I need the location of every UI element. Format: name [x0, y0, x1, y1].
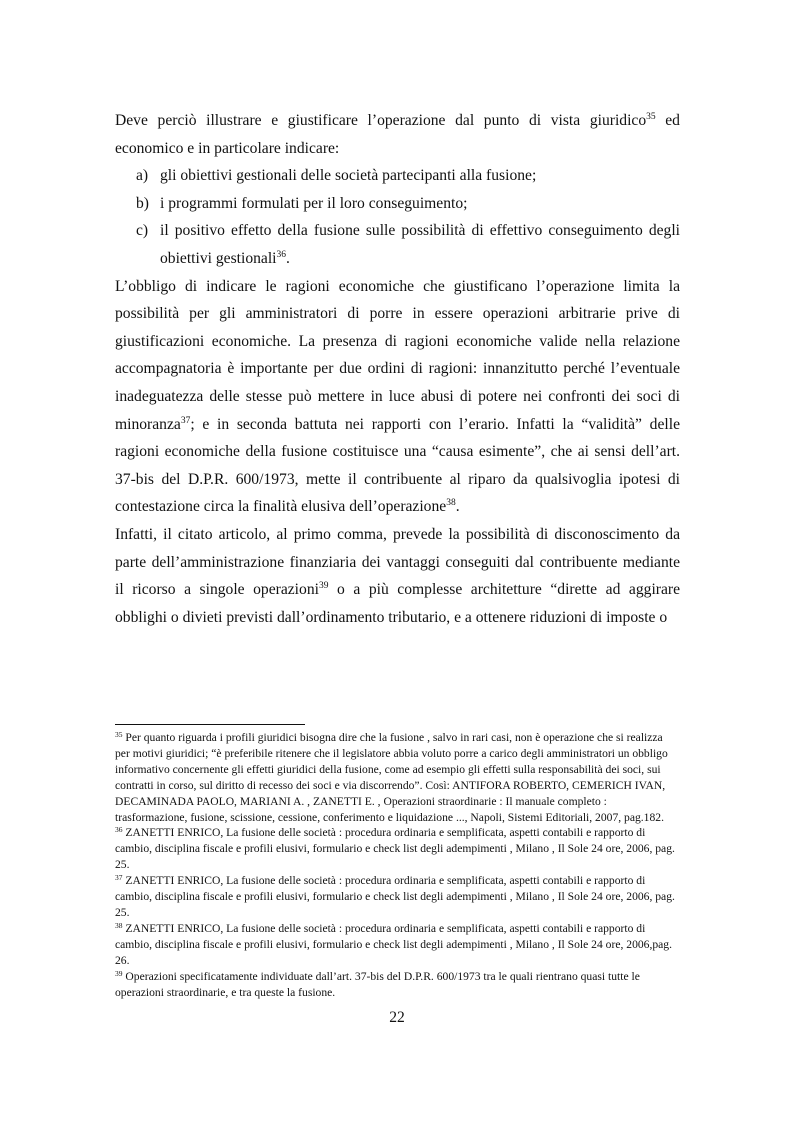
- footnote-38: $^{38}$ ZANETTI ENRICO, La fusione delle società : procedura ordinaria e semplificata, aspetti contabili e rapporto di cambio, disciplina fiscale e profili elusivi, formulario e check list degli adempimenti , Milano , Il Sole 24 ore, 2006,pag. 26.: [115, 920, 673, 967]
- paragraph-1: Deve perciò illustrare e giustificare l’operazione dal punto di vista giuridico$^{35}$ ed economico e in particolare indicare:: [115, 112, 680, 157]
- footnote-number: 38: [115, 920, 123, 930]
- list-marker: b): [136, 194, 149, 212]
- footnote-number: 37: [115, 873, 123, 883]
- list-item: b) i programmi formulati per il loro conseguimento;: [115, 190, 680, 218]
- paragraph-3: Infatti, il citato articolo, al primo comma, prevede la possibilità di disconoscimento da parte dell’amministrazione finanziaria dei vantaggi conseguiti dal contribuente mediante il ricorso a singole operazioni$^{39}$ o a più complesse architetture “dirette ad aggirare obblighi o divieti previsti dall’ordinamento tributario, e a ottenere riduzioni di imposte o: [115, 525, 680, 626]
- footnote-separator: [115, 724, 305, 725]
- footnote-37: $^{37}$ ZANETTI ENRICO, La fusione delle società : procedura ordinaria e semplificata, aspetti contabili e rapporto di cambio, disciplina fiscale e profili elusivi, formulario e check list degli adempimenti , Milano , Il Sole 24 ore, 2006, pag. 25.: [115, 873, 675, 919]
- list-marker: c): [136, 222, 149, 240]
- paragraph-2: L’obbligo di indicare le ragioni economiche che giustificano l’operazione limita la possibilità per gli amministratori di porre in essere operazioni arbitrarie prive di giustificazioni economiche. La presenza di ragioni economiche valide nella relazione accompagnatoria è importante per due ordini di ragioni: innanzitutto perché l’eventuale inadeguatezza delle stesse può mettere in luce abusi di potere nei confronti dei soci di minoranza$^{37}$; e in seconda battuta nei rapporti con l’erario. Infatti la “validità” delle ragioni economiche della fusione costituisce una “causa esimente”, che ai sensi dell’art. 37-bis del D.P.R. 600/1973, mette il contribuente al riparo da qualsivoglia ipotesi di contestazione circa la finalità elusiva dell’operazione$^{38}$.: [115, 277, 680, 516]
- footnote-ref-36[interactable]: 36: [276, 249, 287, 260]
- footnote-36: $^{36}$ ZANETTI ENRICO, La fusione delle società : procedura ordinaria e semplificata, aspetti contabili e rapporto di cambio, disciplina fiscale e profili elusivi, formulario e check list degli adempimenti , Milano , Il Sole 24 ore, 2006, pag. 25.: [115, 825, 675, 872]
- footnote-35: $^{35}$ Per quanto riguarda i profili giuridici bisogna dire che la fusione , salvo in rari casi, non è operazione che si realizza per motivi giuridici; “è preferibile ritenere che il legislatore abbia voluto porre a carico degli amministratori un obbligo informativo concernente gli effetti giuridici della fusione, come ad esempio gli effetti sulla responsabilità dei soci, sui contratti in corso, sul diritto di recesso dei soci e via discorrendo”. Così: ANTIFORA ROBERTO, CEMERICH IVAN, DECAMINADA PAOLO, MARIANI A. , ZANETTI E. , Operazioni straordinarie : Il manuale completo : trasformazione, fusione, scissione, cessione, conferimento e liquidazione ..., Napoli, Sistemi Editoriali, 2007, pag.182.: [115, 730, 668, 824]
- footnote-number: 39: [115, 968, 123, 978]
- footnote-ref-38[interactable]: 38: [446, 498, 456, 509]
- footnotes: [115, 730, 680, 1000]
- footnote-ref-37[interactable]: 37: [180, 415, 191, 426]
- footnote-number: 36: [115, 825, 123, 835]
- list-item: a) gli obiettivi gestionali delle società partecipanti alla fusione;: [115, 162, 680, 190]
- objectives-list: [115, 162, 680, 272]
- list-item: c) il positivo effetto della fusione sulle possibilità di effettivo conseguimento degli obiettivi gestionali$^{36}$.: [115, 217, 680, 272]
- page-number: 22: [389, 1009, 405, 1026]
- footnote-number: 35: [115, 730, 123, 739]
- footnote-39: $^{39}$ Operazioni specificatamente individuate dall’art. 37-bis del D.P.R. 600/1973 tra le quali rientrano quasi tutte le operazioni straordinarie, e tra queste la fusione.: [115, 968, 640, 999]
- main-text: [115, 107, 680, 631]
- list-marker: a): [136, 167, 149, 185]
- footnote-ref-35[interactable]: 35: [646, 112, 656, 122]
- footnote-ref-39[interactable]: 39: [318, 581, 329, 592]
